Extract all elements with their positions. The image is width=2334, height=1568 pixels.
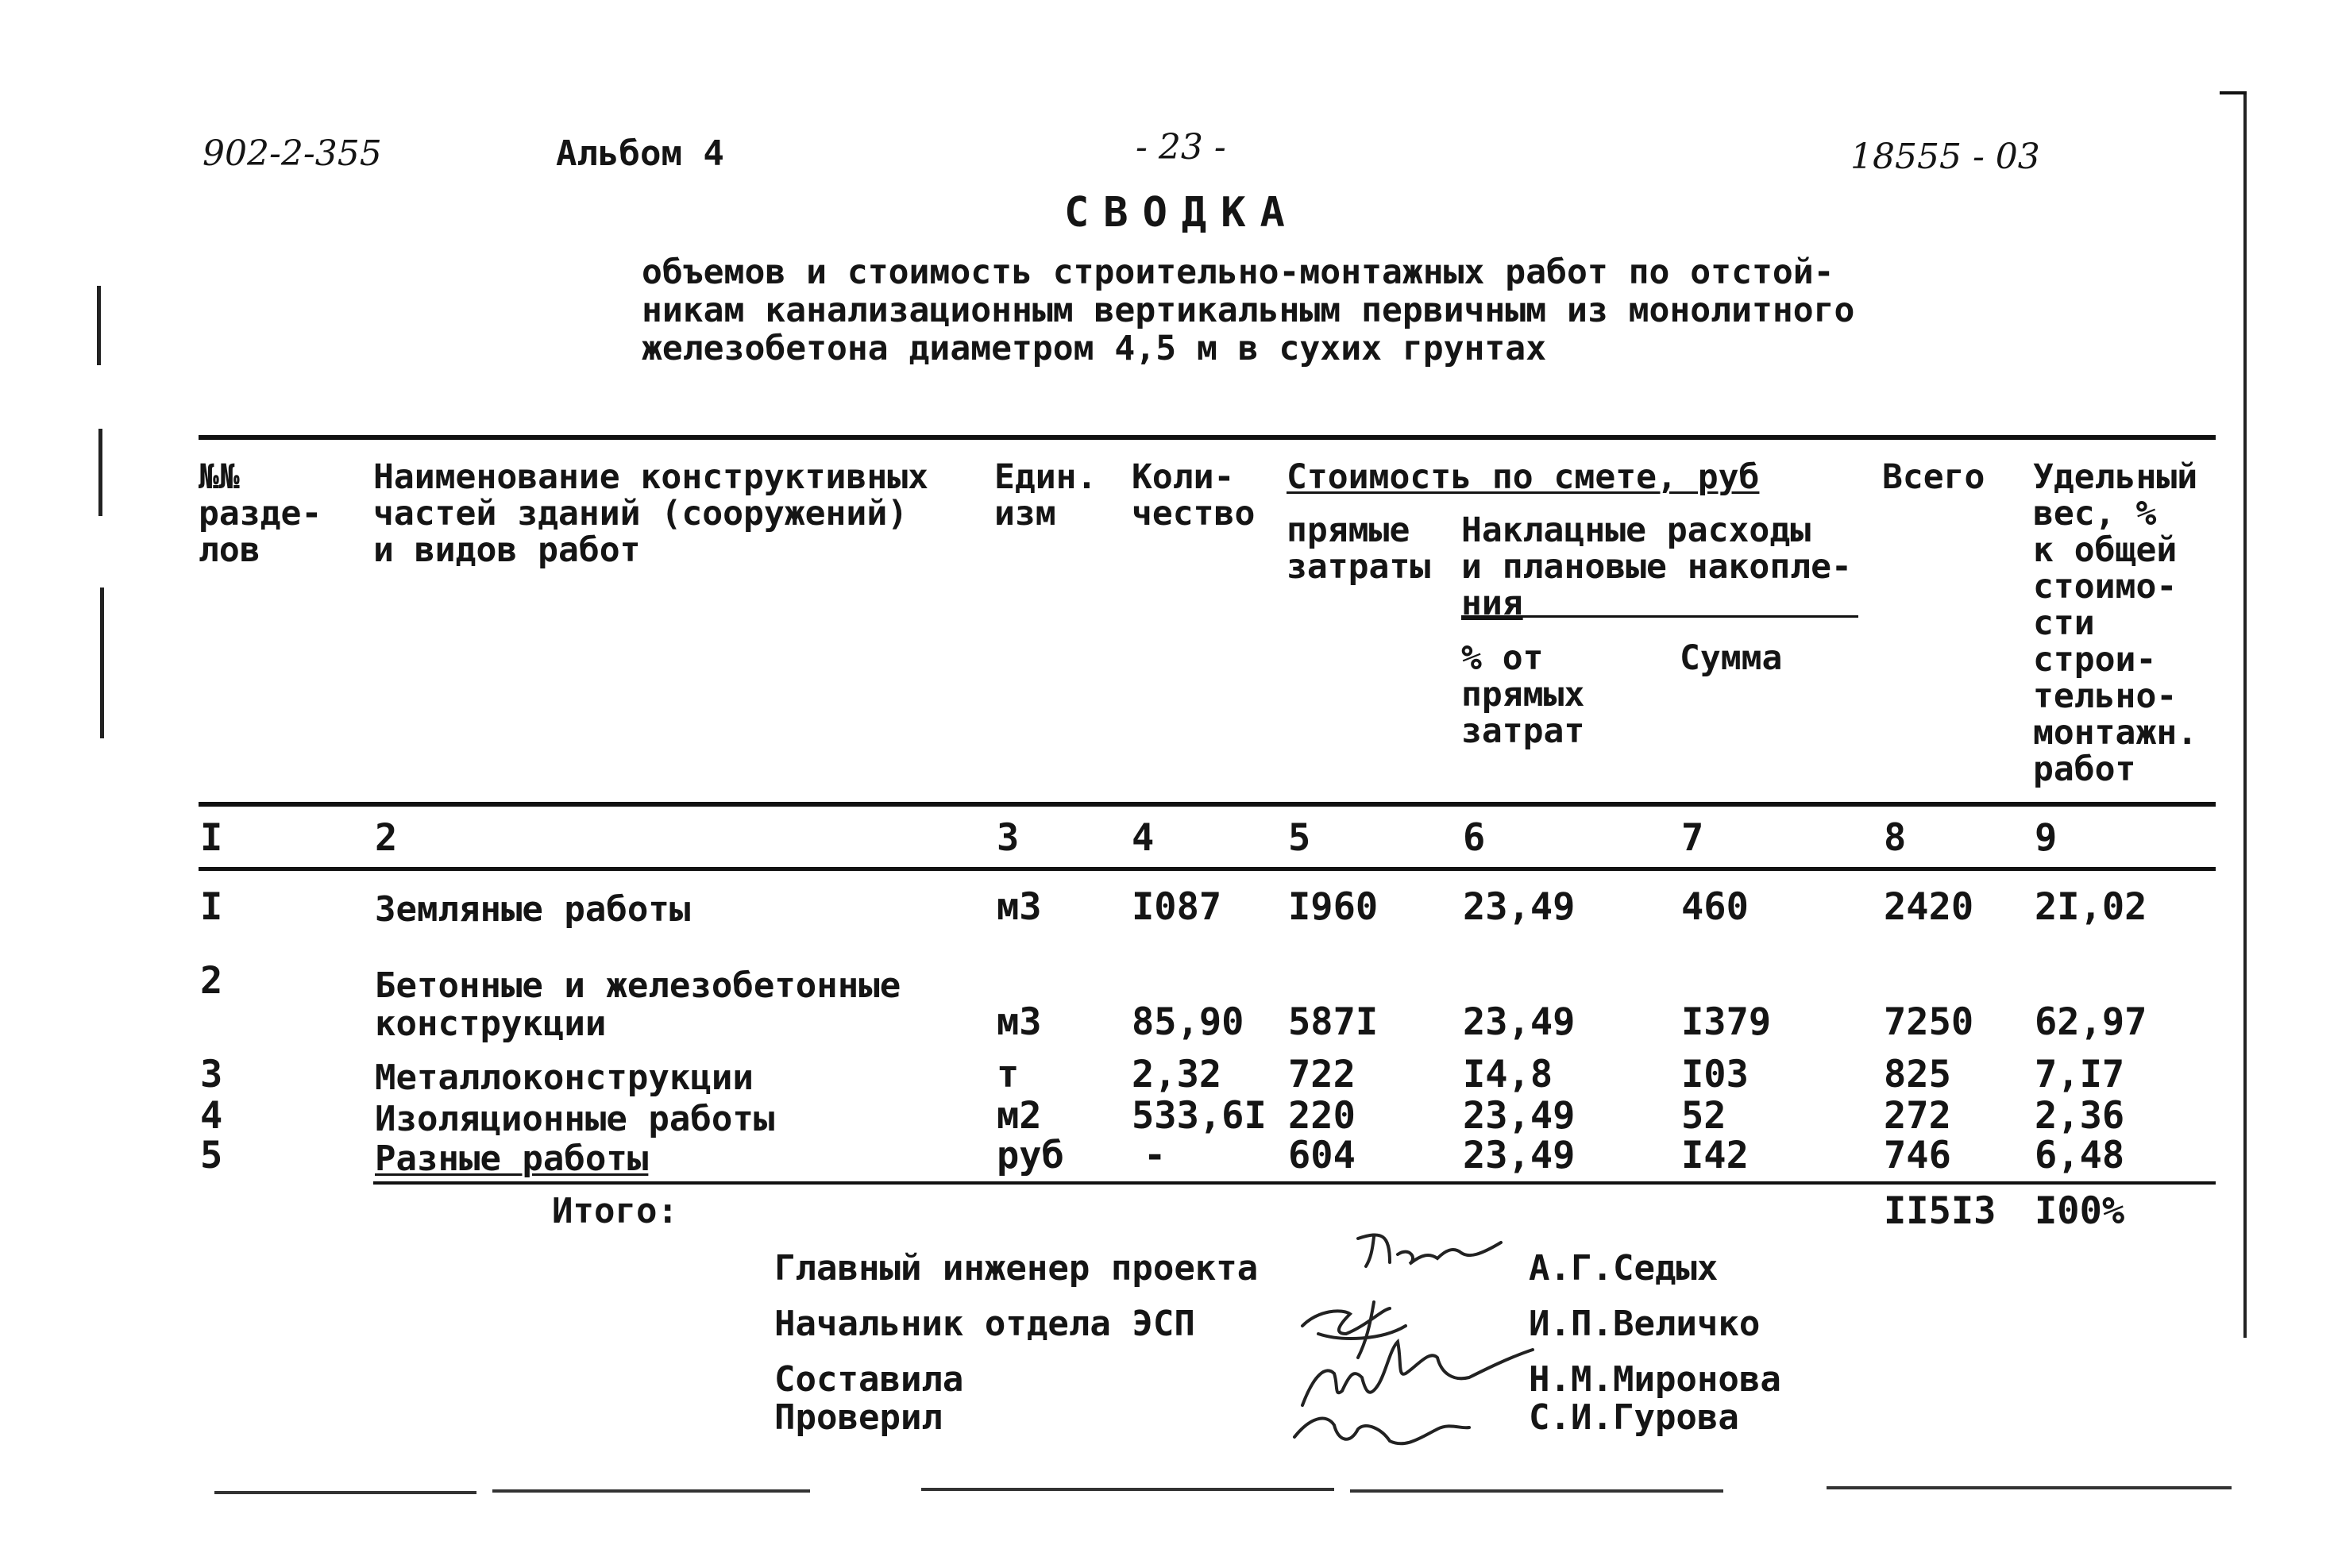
- bottom-dashed-line: [1827, 1486, 2232, 1489]
- row-number: 2: [200, 959, 223, 1003]
- row-quantity: 85,90: [1132, 1000, 1244, 1044]
- row-sum: 460: [1681, 885, 1749, 929]
- totals-label: Итого:: [552, 1191, 678, 1231]
- header-sum: Сумма: [1680, 638, 1783, 678]
- row-sum: I379: [1681, 1000, 1772, 1044]
- right-border-line: [2243, 91, 2247, 1338]
- row-percent: 23,49: [1463, 1094, 1576, 1138]
- page-number: - 23 -: [1136, 127, 1226, 168]
- header-bottom-rule: [199, 802, 2216, 807]
- right-border-tick: [2220, 91, 2247, 94]
- document-title: СВОДКА: [1064, 189, 1299, 237]
- row-number: 3: [200, 1053, 223, 1096]
- row-total: 746: [1884, 1134, 1951, 1177]
- totals-total: II5I3: [1884, 1189, 1996, 1233]
- row-total: 825: [1884, 1053, 1951, 1096]
- row-direct-costs: 220: [1288, 1094, 1356, 1138]
- column-number-3: 3: [997, 816, 1020, 860]
- row-unit: м3: [997, 1000, 1042, 1044]
- row-work-name: Изоляционные работы: [375, 1099, 775, 1139]
- header-work-name: Наименование конструктивных частей зданий (сооружений) и видов работ: [373, 457, 928, 570]
- document-code: 902-2-355: [203, 133, 382, 174]
- album-label: Альбом 4: [556, 133, 724, 174]
- row-share: 62,97: [2035, 1000, 2147, 1044]
- row-percent: 23,49: [1463, 885, 1576, 929]
- row-share: 7,I7: [2035, 1053, 2125, 1096]
- row-percent: 23,49: [1463, 1134, 1576, 1177]
- column-number-6: 6: [1463, 816, 1486, 860]
- row-unit: руб: [997, 1134, 1064, 1177]
- row-unit: м3: [997, 885, 1042, 929]
- row-work-name: Земляные работы: [375, 889, 691, 930]
- bottom-dashed-line: [214, 1491, 476, 1494]
- row-unit: м2: [997, 1094, 1042, 1138]
- row-sum: 52: [1681, 1094, 1726, 1138]
- signature-scribble-4: [1294, 1419, 1469, 1444]
- bottom-dashed-line: [492, 1489, 810, 1493]
- sheet-code: 18555 - 03: [1850, 137, 2040, 177]
- row-sum: I03: [1681, 1053, 1749, 1096]
- row-number: 4: [200, 1094, 223, 1138]
- signature-role: Составила: [774, 1359, 964, 1400]
- header-cost-group: Стоимость по смете, руб: [1287, 457, 1760, 497]
- row-direct-costs: I960: [1288, 885, 1379, 929]
- header-percent-of-direct: % от прямых затрат: [1461, 638, 1585, 751]
- table-top-rule: [199, 435, 2216, 440]
- column-number-4: 4: [1132, 816, 1155, 860]
- subtitle-line-2: никам канализационным вертикальным первичным из монолитного: [642, 291, 1855, 330]
- row-direct-costs: 587I: [1288, 1000, 1379, 1044]
- row-quantity: -: [1144, 1134, 1167, 1177]
- row-direct-costs: 722: [1288, 1053, 1356, 1096]
- row-sum: I42: [1681, 1134, 1749, 1177]
- signature-scribble-2: [1302, 1302, 1406, 1358]
- column-number-8: 8: [1884, 816, 1907, 860]
- header-unit: Един. изм: [994, 457, 1098, 534]
- margin-mark: [98, 429, 102, 516]
- column-numbers-rule: [199, 867, 2216, 871]
- header-total: Всего: [1882, 457, 1985, 497]
- header-overhead-group: Наклацные расходы и плановые накопле- ния: [1461, 510, 1852, 623]
- signature-role: Начальник отдела ЭСП: [774, 1304, 1195, 1344]
- row-share: 2,36: [2035, 1094, 2125, 1138]
- row-percent: 23,49: [1463, 1000, 1576, 1044]
- column-number-2: 2: [375, 816, 398, 860]
- column-number-7: 7: [1681, 816, 1704, 860]
- row-total: 2420: [1884, 885, 1974, 929]
- row-quantity: 533,6I: [1132, 1094, 1267, 1138]
- header-section-number: №№ разде- лов: [199, 457, 322, 570]
- header-direct-costs: прямые затраты: [1287, 510, 1431, 587]
- row-quantity: I087: [1132, 885, 1222, 929]
- column-number-5: 5: [1288, 816, 1311, 860]
- signature-name: С.И.Гурова: [1529, 1397, 1739, 1438]
- row-total: 7250: [1884, 1000, 1974, 1044]
- row-share: 2I,02: [2035, 885, 2147, 929]
- row-share: 6,48: [2035, 1134, 2125, 1177]
- row-total: 272: [1884, 1094, 1951, 1138]
- row-percent: I4,8: [1463, 1053, 1553, 1096]
- rows-bottom-rule: [373, 1181, 2216, 1185]
- signature-name: И.П.Величко: [1529, 1304, 1761, 1344]
- row-unit: т: [997, 1053, 1020, 1096]
- signature-role: Проверил: [774, 1397, 943, 1438]
- column-number-9: 9: [2035, 816, 2058, 860]
- row-quantity: 2,32: [1132, 1053, 1222, 1096]
- handwritten-signatures: [1271, 1215, 1541, 1469]
- header-share: Удельный вес, % к общей стоимо- сти строи- тельно- монтажн. работ: [2033, 457, 2198, 789]
- signature-role: Главный инженер проекта: [774, 1248, 1259, 1289]
- bottom-dashed-line: [1350, 1489, 1723, 1493]
- row-work-name: Бетонные и железобетонные конструкции: [375, 965, 901, 1044]
- row-work-name: Металлоконструкции: [375, 1058, 754, 1098]
- signature-name: Н.М.Миронова: [1529, 1359, 1781, 1400]
- margin-mark: [97, 286, 101, 365]
- signature-name: А.Г.Седых: [1529, 1248, 1719, 1289]
- signature-scribble-3: [1302, 1342, 1533, 1405]
- bottom-dashed-line: [921, 1488, 1334, 1491]
- margin-mark: [100, 588, 104, 738]
- row-number: I: [200, 885, 223, 929]
- signature-scribble-1: [1358, 1235, 1501, 1266]
- column-number-1: I: [200, 816, 223, 860]
- row-direct-costs: 604: [1288, 1134, 1356, 1177]
- row-work-name: Разные работы: [375, 1138, 649, 1179]
- totals-share: I00%: [2035, 1189, 2125, 1233]
- row-number: 5: [200, 1134, 223, 1177]
- subtitle-line-1: объемов и стоимость строительно-монтажных работ по отстой-: [642, 252, 1834, 292]
- header-quantity: Коли- чество: [1132, 457, 1256, 534]
- subtitle-line-3: железобетона диаметром 4,5 м в сухих грунтах: [642, 329, 1547, 368]
